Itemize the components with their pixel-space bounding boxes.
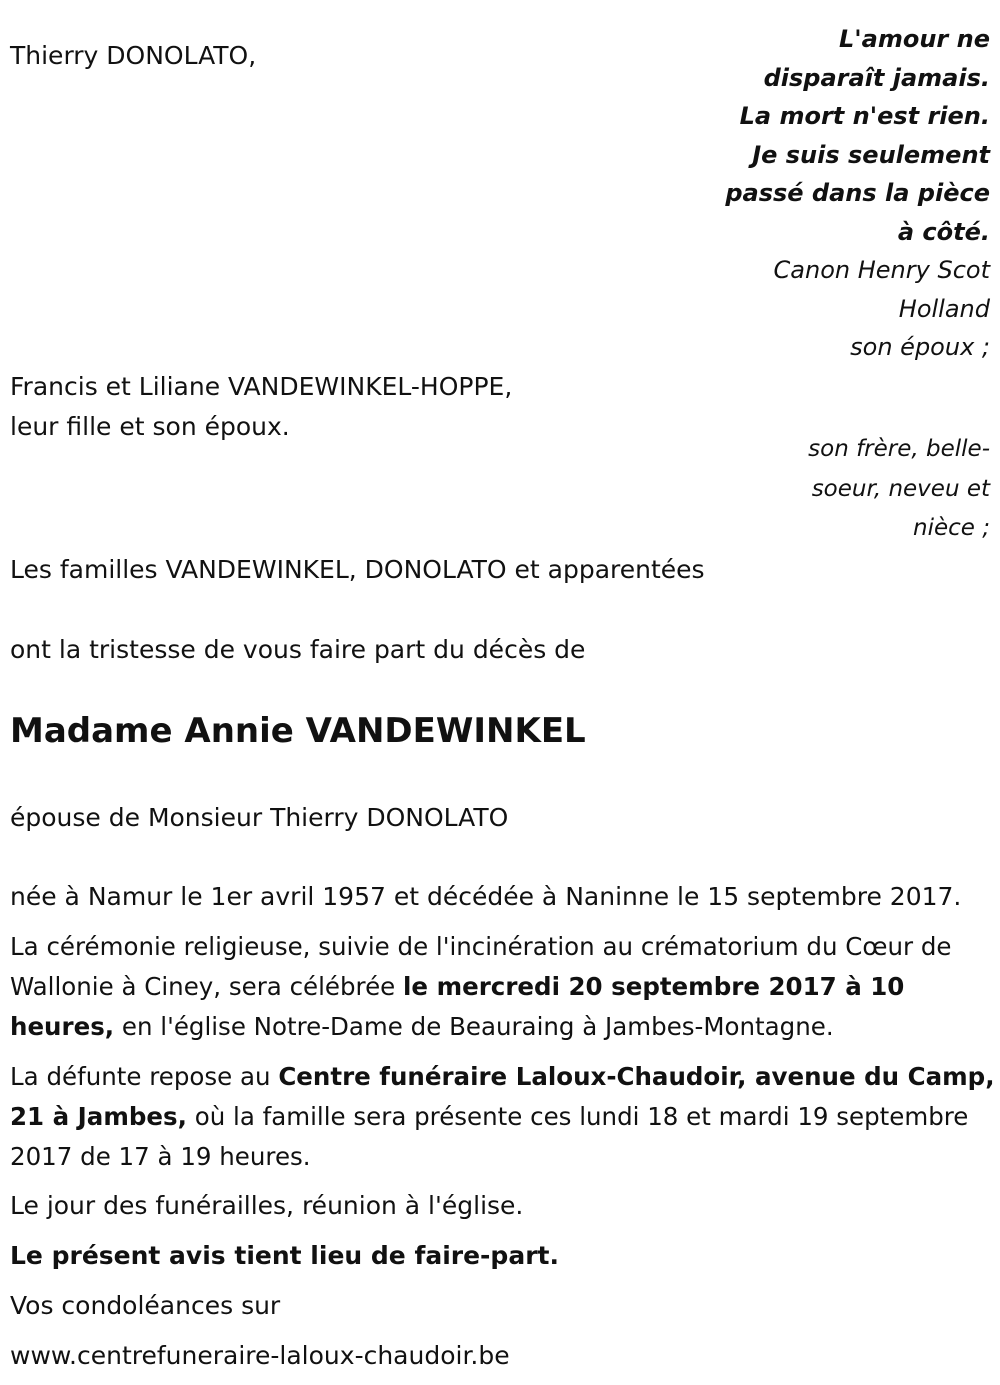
quote-line: à côté.: [897, 217, 990, 246]
quote-block: [720, 20, 990, 367]
quote-line: La mort n'est rien.: [739, 102, 990, 130]
rest-paragraph: [10, 1057, 995, 1177]
sibling-note: [770, 430, 990, 549]
website-link[interactable]: www.centrefuneraire-laloux-chaudoir.be: [10, 1341, 510, 1370]
families-line: Les familles VANDEWINKEL, DONOLATO et apparentées: [10, 555, 705, 584]
birth-death-line: née à Namur le 1er avril 1957 et décédée à Naninne le 15 septembre 2017.: [10, 882, 962, 911]
ceremony-location: en l'église Notre-Dame de Beauraing à Jambes-Montagne.: [114, 1012, 834, 1041]
daughter-relation: leur fille et son époux.: [10, 412, 290, 441]
quote-author: Holland: [898, 294, 990, 323]
sibling-note-line: soeur, neveu et: [811, 475, 990, 502]
spouse-of-line: épouse de Monsieur Thierry DONOLATO: [10, 803, 509, 832]
ceremony-text: La cérémonie religieuse, suivie de l'incinération au crématorium du Cœur de Wallonie à Ciney, sera célébrée: [10, 932, 952, 1001]
spouse-name: Thierry DONOLATO,: [10, 41, 257, 70]
spouse-note: son époux ;: [850, 333, 990, 361]
ceremony-date: le mercredi 20 septembre 2017 à 10 heures,: [10, 972, 905, 1041]
notice-line: Le présent avis tient lieu de faire-part.: [10, 1241, 559, 1270]
sibling-note-line: son frère, belle-: [808, 436, 990, 462]
daughter-names: Francis et Liliane VANDEWINKEL-HOPPE,: [10, 372, 513, 401]
announcement-text: ont la tristesse de vous faire part du décès de: [10, 635, 586, 664]
quote-author: Canon Henry Scot: [773, 256, 990, 284]
quote-line: disparaît jamais.: [763, 63, 990, 92]
rest-text: La défunte repose au: [10, 1062, 279, 1091]
ceremony-paragraph: [10, 927, 995, 1047]
quote-line: passé dans la pièce: [725, 179, 990, 207]
condolences-label: Vos condoléances sur: [10, 1291, 281, 1320]
funeral-center-address: Centre funéraire Laloux-Chaudoir, avenue du Camp, 21 à Jambes,: [10, 1062, 995, 1131]
sibling-note-line: nièce ;: [913, 515, 990, 541]
deceased-name: Madame Annie VANDEWINKEL: [10, 711, 586, 751]
funeral-day-note: Le jour des funérailles, réunion à l'église.: [10, 1191, 524, 1220]
visiting-hours: où la famille sera présente ces lundi 18 et mardi 19 septembre 2017 de 17 à 19 heures.: [10, 1102, 969, 1171]
quote-line: Je suis seulement: [752, 140, 990, 169]
quote-line: L'amour ne: [839, 25, 990, 53]
